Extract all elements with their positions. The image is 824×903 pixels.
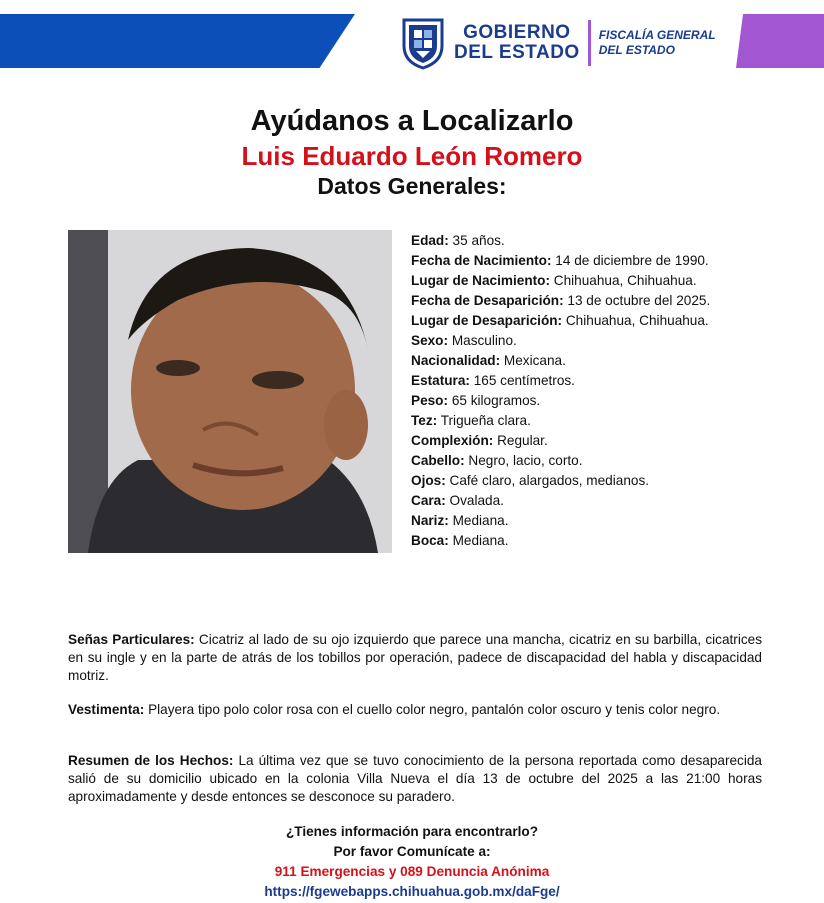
detail-value: 14 de diciembre de 1990. — [555, 253, 709, 268]
detail-row — [411, 451, 710, 471]
person-photo — [68, 230, 392, 553]
detail-row — [411, 371, 710, 391]
header-blue-bar — [0, 14, 355, 68]
senas-label: Señas Particulares: — [68, 632, 195, 647]
gov-line-1: GOBIERNO — [463, 22, 571, 43]
detail-row — [411, 271, 710, 291]
detail-value: 65 kilogramos. — [451, 393, 541, 408]
detail-value: 165 centímetros. — [473, 373, 575, 388]
detail-label: Edad: — [411, 233, 449, 248]
detail-label: Nacionalidad: — [411, 353, 501, 368]
resumen-text: La última vez que se tuvo conocimiento de la persona reportada como desaparecida salió de su domicilio ubicado en la colonia Villa Nueva el día 13 de octubre del 2025 a las 21:00 horas aproximadamente y desde entonces se desconoce su paradero. — [68, 753, 762, 804]
resumen-hechos — [68, 752, 762, 806]
state-shield-icon — [400, 16, 446, 70]
detail-label: Fecha de Nacimiento: — [411, 253, 552, 268]
contact-prompt: Por favor Comunícate a: — [333, 844, 491, 859]
detail-row — [411, 291, 710, 311]
detail-label: Cara: — [411, 493, 446, 508]
detail-label: Complexión: — [411, 433, 494, 448]
detail-value: 13 de octubre del 2025. — [567, 293, 711, 308]
detail-value: Café claro, alargados, medianos. — [449, 473, 650, 488]
detail-row — [411, 471, 710, 491]
fiscalia-line-1: FISCALÍA GENERAL — [598, 28, 716, 42]
detail-row — [411, 411, 710, 431]
section-subtitle: Datos Generales: — [317, 173, 507, 199]
detail-value: Mexicana. — [503, 353, 566, 368]
detail-label: Cabello: — [411, 453, 465, 468]
portrait-illustration — [68, 230, 392, 553]
vestimenta-label: Vestimenta: — [68, 702, 145, 717]
fiscalia-line-2: DEL ESTADO — [598, 43, 675, 57]
detail-value: Trigueña clara. — [440, 413, 531, 428]
detail-value: Mediana. — [452, 513, 509, 528]
general-details-list — [411, 231, 710, 551]
detail-label: Lugar de Desaparición: — [411, 313, 563, 328]
contact-question: ¿Tienes información para encontrarlo? — [285, 824, 539, 839]
detail-label: Fecha de Desaparición: — [411, 293, 564, 308]
page-title: Ayúdanos a Localizarlo — [250, 105, 574, 137]
detail-label: Ojos: — [411, 473, 446, 488]
vestimenta-text: Playera tipo polo color rosa con el cuello color negro, pantalón color oscuro y tenis color negro. — [148, 702, 721, 717]
contact-info — [0, 822, 824, 902]
detail-value: Regular. — [497, 433, 548, 448]
detail-value: Masculino. — [451, 333, 517, 348]
vestimenta — [68, 701, 762, 719]
gov-line-2: DEL ESTADO — [454, 42, 580, 63]
detail-label: Tez: — [411, 413, 438, 428]
detail-value: 35 años. — [452, 233, 505, 248]
contact-url-link[interactable]: https://fgewebapps.chihuahua.gob.mx/daFge/ — [264, 884, 560, 899]
resumen-label: Resumen de los Hechos: — [68, 753, 234, 768]
detail-row — [411, 311, 710, 331]
detail-label: Sexo: — [411, 333, 449, 348]
detail-row — [411, 491, 710, 511]
logo-divider — [588, 20, 591, 66]
detail-label: Peso: — [411, 393, 449, 408]
detail-value: Ovalada. — [449, 493, 504, 508]
detail-label: Boca: — [411, 533, 449, 548]
header-purple-bar — [736, 14, 824, 68]
senas-text: Cicatriz al lado de su ojo izquierdo que parece una mancha, cicatriz en su barbilla, cicatrices en su ingle y en la parte de atrás de los tobillos por operación, padece de discapacidad del habla y discapacidad motriz. — [68, 632, 763, 683]
missing-person-name: Luis Eduardo León Romero — [241, 141, 583, 171]
detail-label: Lugar de Nacimiento: — [411, 273, 550, 288]
detail-row — [411, 431, 710, 451]
detail-value: Negro, lacio, corto. — [468, 453, 583, 468]
detail-row — [411, 231, 710, 251]
detail-label: Estatura: — [411, 373, 470, 388]
government-logo — [400, 16, 716, 70]
detail-row — [411, 351, 710, 371]
emergency-numbers: 911 Emergencias y 089 Denuncia Anónima — [274, 864, 550, 879]
detail-row — [411, 391, 710, 411]
detail-value: Chihuahua, Chihuahua. — [553, 273, 697, 288]
detail-row — [411, 511, 710, 531]
detail-value: Mediana. — [452, 533, 509, 548]
detail-value: Chihuahua, Chihuahua. — [565, 313, 709, 328]
detail-row — [411, 331, 710, 351]
detail-row — [411, 531, 710, 551]
senas-particulares — [68, 631, 762, 685]
detail-row — [411, 251, 710, 271]
detail-label: Nariz: — [411, 513, 449, 528]
